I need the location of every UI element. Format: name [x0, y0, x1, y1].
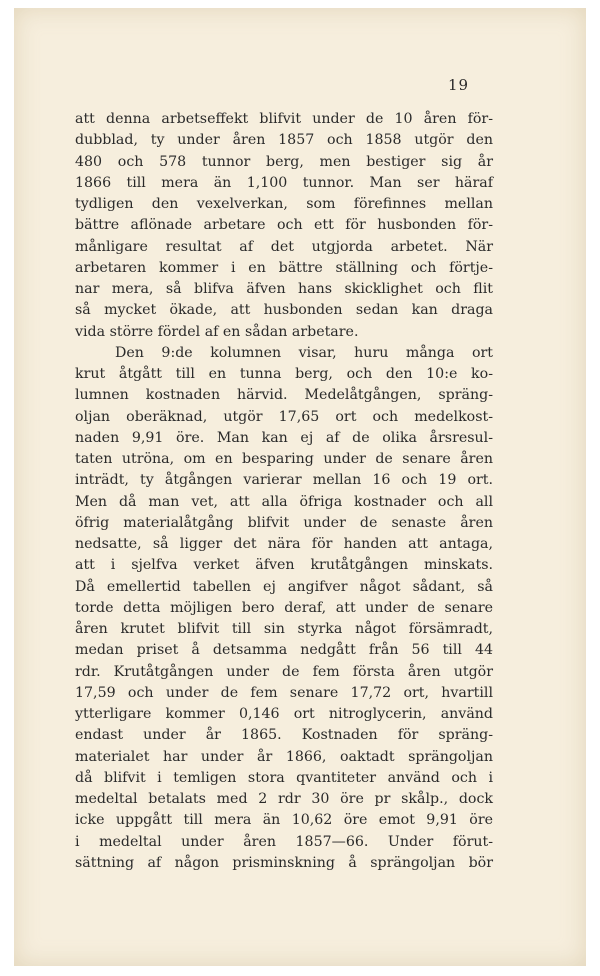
text-line: 1866 till mera än 1,100 tunnor. Man ser häraf [75, 174, 493, 191]
text-line: bättre aflönade arbetare och ett för husbonden för- [75, 217, 493, 234]
text-line: vida större fördel af en sådan arbetare. [75, 323, 359, 340]
text-line: i medeltal under åren 1857—66. Under förut- [75, 833, 493, 850]
text-line: lumnen kostnaden härvid. Medelåtgången, spräng- [75, 387, 493, 404]
text-line: materialet har under år 1866, oaktadt sprängoljan [75, 748, 493, 765]
text-line: då blifvit i temligen stora qvantiteter använd och i [75, 769, 493, 786]
text-line: naden 9,91 öre. Man kan ej af de olika årsresul- [75, 429, 493, 446]
text-line: oljan oberäknad, utgör 17,65 ort och medelkost- [75, 408, 493, 425]
text-line: taten utröna, om en besparing under de senare åren [75, 451, 493, 467]
text-line: Den 9:de kolumnen visar, huru många ort [115, 344, 493, 361]
page-number: 19 [448, 76, 470, 94]
text-line: åren krutet blifvit till sin styrka något försämradt, [75, 621, 493, 637]
text-line: krut åtgått till en tunna berg, och den 10:e ko- [75, 366, 493, 382]
text-line: Då emellertid tabellen ej angifver något sådant, så [75, 578, 493, 595]
text-line: månligare resultat af det utgjorda arbetet. När [75, 238, 493, 255]
text-line: inträdt, ty åtgången varierar mellan 16 och 19 ort. [75, 472, 493, 489]
text-line: 480 och 578 tunnor berg, men bestiger sig år [75, 153, 493, 170]
text-line: dubblad, ty under åren 1857 och 1858 utgör den [75, 132, 493, 149]
text-line: icke uppgått till mera än 10,62 öre emot 9,91 öre [75, 812, 493, 829]
text-line: tydligen den vexelverkan, som förefinnes mellan [75, 196, 493, 212]
text-line: sättning af någon prisminskning å sprängoljan bör [75, 854, 493, 871]
text-line: rdr. Krutåtgången under de fem första åren utgör [75, 663, 493, 680]
text-line: 17,59 och under de fem senare 17,72 ort, hvartill [75, 684, 493, 701]
text-line: öfrig materialåtgång blifvit under de senaste åren [75, 514, 493, 531]
text-line: arbetaren kommer i en bättre ställning och förtje- [75, 259, 493, 276]
text-line: så mycket ökade, att husbonden sedan kan draga [75, 302, 493, 319]
text-line: medeltal betalats med 2 rdr 30 öre pr skålp., dock [75, 791, 493, 807]
body-text [75, 109, 493, 874]
text-line: ytterligare kommer 0,146 ort nitroglycerin, använd [75, 706, 493, 722]
text-line: Men då man vet, att alla öfriga kostnader och all [75, 493, 493, 510]
text-line: endast under år 1865. Kostnaden för spräng- [75, 727, 493, 744]
text-line: att i sjelfva verket äfven krutåtgången minskats. [75, 557, 493, 574]
text-line: nar mera, så blifva äfven hans skicklighet och flit [75, 281, 493, 297]
text-line: att denna arbetseffekt blifvit under de 10 åren för- [75, 111, 493, 127]
text-line: medan priset å detsamma nedgått från 56 till 44 [75, 642, 493, 659]
book-page [14, 8, 586, 966]
text-line: torde detta möjligen bero deraf, att under de senare [75, 599, 493, 616]
text-line: nedsatte, så ligger det nära för handen att antaga, [75, 536, 493, 552]
